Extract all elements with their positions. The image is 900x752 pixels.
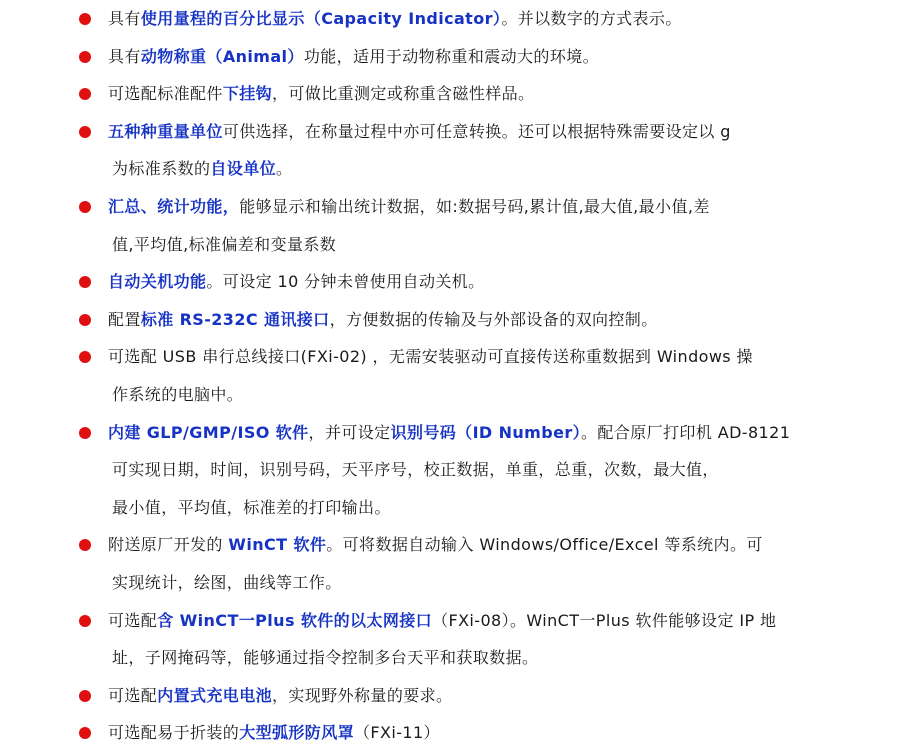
body-text: 。可设定 10 分钟未曾使用自动关机。	[206, 272, 485, 292]
feature-item	[0, 677, 900, 715]
body-text: 值,平均值,标准偏差和变量系数	[112, 234, 337, 254]
feature-line	[108, 0, 834, 38]
bullet-dot-icon	[79, 727, 91, 739]
body-text: 附送原厂开发的	[108, 535, 229, 555]
body-text: （FXi-11）	[354, 723, 440, 743]
feature-line	[108, 376, 834, 414]
highlight-text: WinCT 软件	[228, 535, 327, 555]
feature-line	[108, 226, 834, 264]
feature-item	[0, 602, 900, 677]
feature-line	[108, 338, 834, 376]
feature-item	[0, 113, 900, 188]
feature-line	[108, 75, 834, 113]
body-text: 能够显示和输出统计数据，如:数据号码,累计值,最大值,最小值,差	[239, 196, 710, 216]
highlight-text: 自动关机功能	[108, 272, 207, 292]
body-text: 具有	[108, 46, 141, 66]
bullet-dot-icon	[79, 126, 91, 138]
body-text: 功能，适用于动物称重和震动大的环境。	[303, 46, 600, 66]
feature-line	[108, 714, 834, 752]
bullet-dot-icon	[79, 13, 91, 25]
feature-line	[108, 263, 834, 301]
bullet-dot-icon	[79, 51, 91, 63]
feature-item	[0, 714, 900, 752]
feature-line	[108, 414, 834, 452]
highlight-text: 汇总、统计功能，	[108, 196, 240, 216]
highlight-text: 动物称重（Animal）	[140, 46, 304, 66]
body-text: 可选配 USB 串行总线接口(FXi-02) ，无需安装驱动可直接传送称重数据到 Windows 操	[108, 347, 753, 367]
highlight-text: 下挂钩	[222, 84, 273, 104]
body-text: ，并可设定	[308, 422, 391, 442]
body-text: 为标准系数的	[112, 159, 211, 179]
body-text: 作系统的电脑中。	[112, 384, 244, 404]
bullet-dot-icon	[79, 201, 91, 213]
body-text: 可选配易于折装的	[108, 723, 240, 743]
bullet-dot-icon	[79, 427, 91, 439]
body-text: 最小值，平均值，标准差的打印输出。	[112, 497, 391, 517]
highlight-text: 内置式充电电池	[157, 685, 273, 705]
body-text: 配置	[108, 309, 141, 329]
body-text: 。可将数据自动输入 Windows/Office/Excel 等系统内。可	[326, 535, 763, 555]
feature-item	[0, 526, 900, 601]
feature-line	[108, 38, 834, 76]
body-text: 可选配标准配件	[108, 84, 223, 104]
feature-line	[108, 451, 834, 489]
highlight-text: 自设单位	[210, 159, 277, 179]
feature-item	[0, 38, 900, 76]
body-text: （FXi-08）。WinCT一Plus 软件能够设定 IP 地	[432, 610, 777, 630]
bullet-dot-icon	[79, 314, 91, 326]
body-text: 可选配	[108, 685, 158, 705]
body-text: 可选配	[108, 610, 158, 630]
bullet-dot-icon	[79, 690, 91, 702]
bullet-dot-icon	[79, 615, 91, 627]
body-text: 。配合原厂打印机 AD-8121	[581, 422, 791, 442]
body-text: 。并以数字的方式表示。	[501, 9, 682, 28]
bullet-dot-icon	[79, 88, 91, 100]
feature-line	[108, 113, 834, 151]
highlight-text: 含 WinCT一Plus 软件的以太网接口	[157, 610, 433, 630]
feature-line	[108, 489, 834, 527]
feature-line	[108, 150, 834, 188]
body-text: ，可做比重测定或称重含磁性样品。	[272, 84, 535, 104]
bullet-dot-icon	[79, 276, 91, 288]
highlight-text: 大型弧形防风罩	[239, 723, 355, 743]
feature-item	[0, 414, 900, 527]
feature-line	[108, 526, 834, 564]
highlight-text: 标准 RS-232C 通讯接口	[140, 309, 330, 329]
highlight-text: 识别号码（ID Number）	[390, 422, 582, 442]
feature-item	[0, 338, 900, 413]
body-text: ，方便数据的传输及与外部设备的双向控制。	[329, 309, 658, 329]
body-text: 实现统计，绘图，曲线等工作。	[112, 572, 342, 592]
body-text: 可供选择，在称量过程中亦可任意转换。还可以根据特殊需要设定以 g	[222, 121, 731, 141]
body-text: 址，子网掩码等，能够通过指令控制多台天平和获取数据。	[112, 648, 539, 668]
feature-line	[108, 564, 834, 602]
feature-item	[0, 263, 900, 301]
body-text: 可实现日期，时间，识别号码，天平序号，校正数据，单重，总重，次数，最大值，	[112, 460, 719, 480]
feature-line	[108, 188, 834, 226]
body-text: ，实现野外称量的要求。	[272, 685, 453, 705]
feature-item	[0, 0, 900, 38]
highlight-text: 使用量程的百分比显示（Capacity Indicator）	[140, 9, 502, 28]
body-text: 。	[276, 159, 293, 179]
feature-item	[0, 188, 900, 263]
feature-item	[0, 75, 900, 113]
feature-line	[108, 602, 834, 640]
highlight-text: 内建 GLP/GMP/ISO 软件	[108, 422, 309, 442]
feature-line	[108, 301, 834, 339]
bullet-dot-icon	[79, 539, 91, 551]
bullet-dot-icon	[79, 351, 91, 363]
body-text: 具有	[108, 9, 141, 28]
feature-line	[108, 639, 834, 677]
feature-item	[0, 301, 900, 339]
feature-line	[108, 677, 834, 715]
highlight-text: 五种种重量单位	[108, 121, 223, 141]
